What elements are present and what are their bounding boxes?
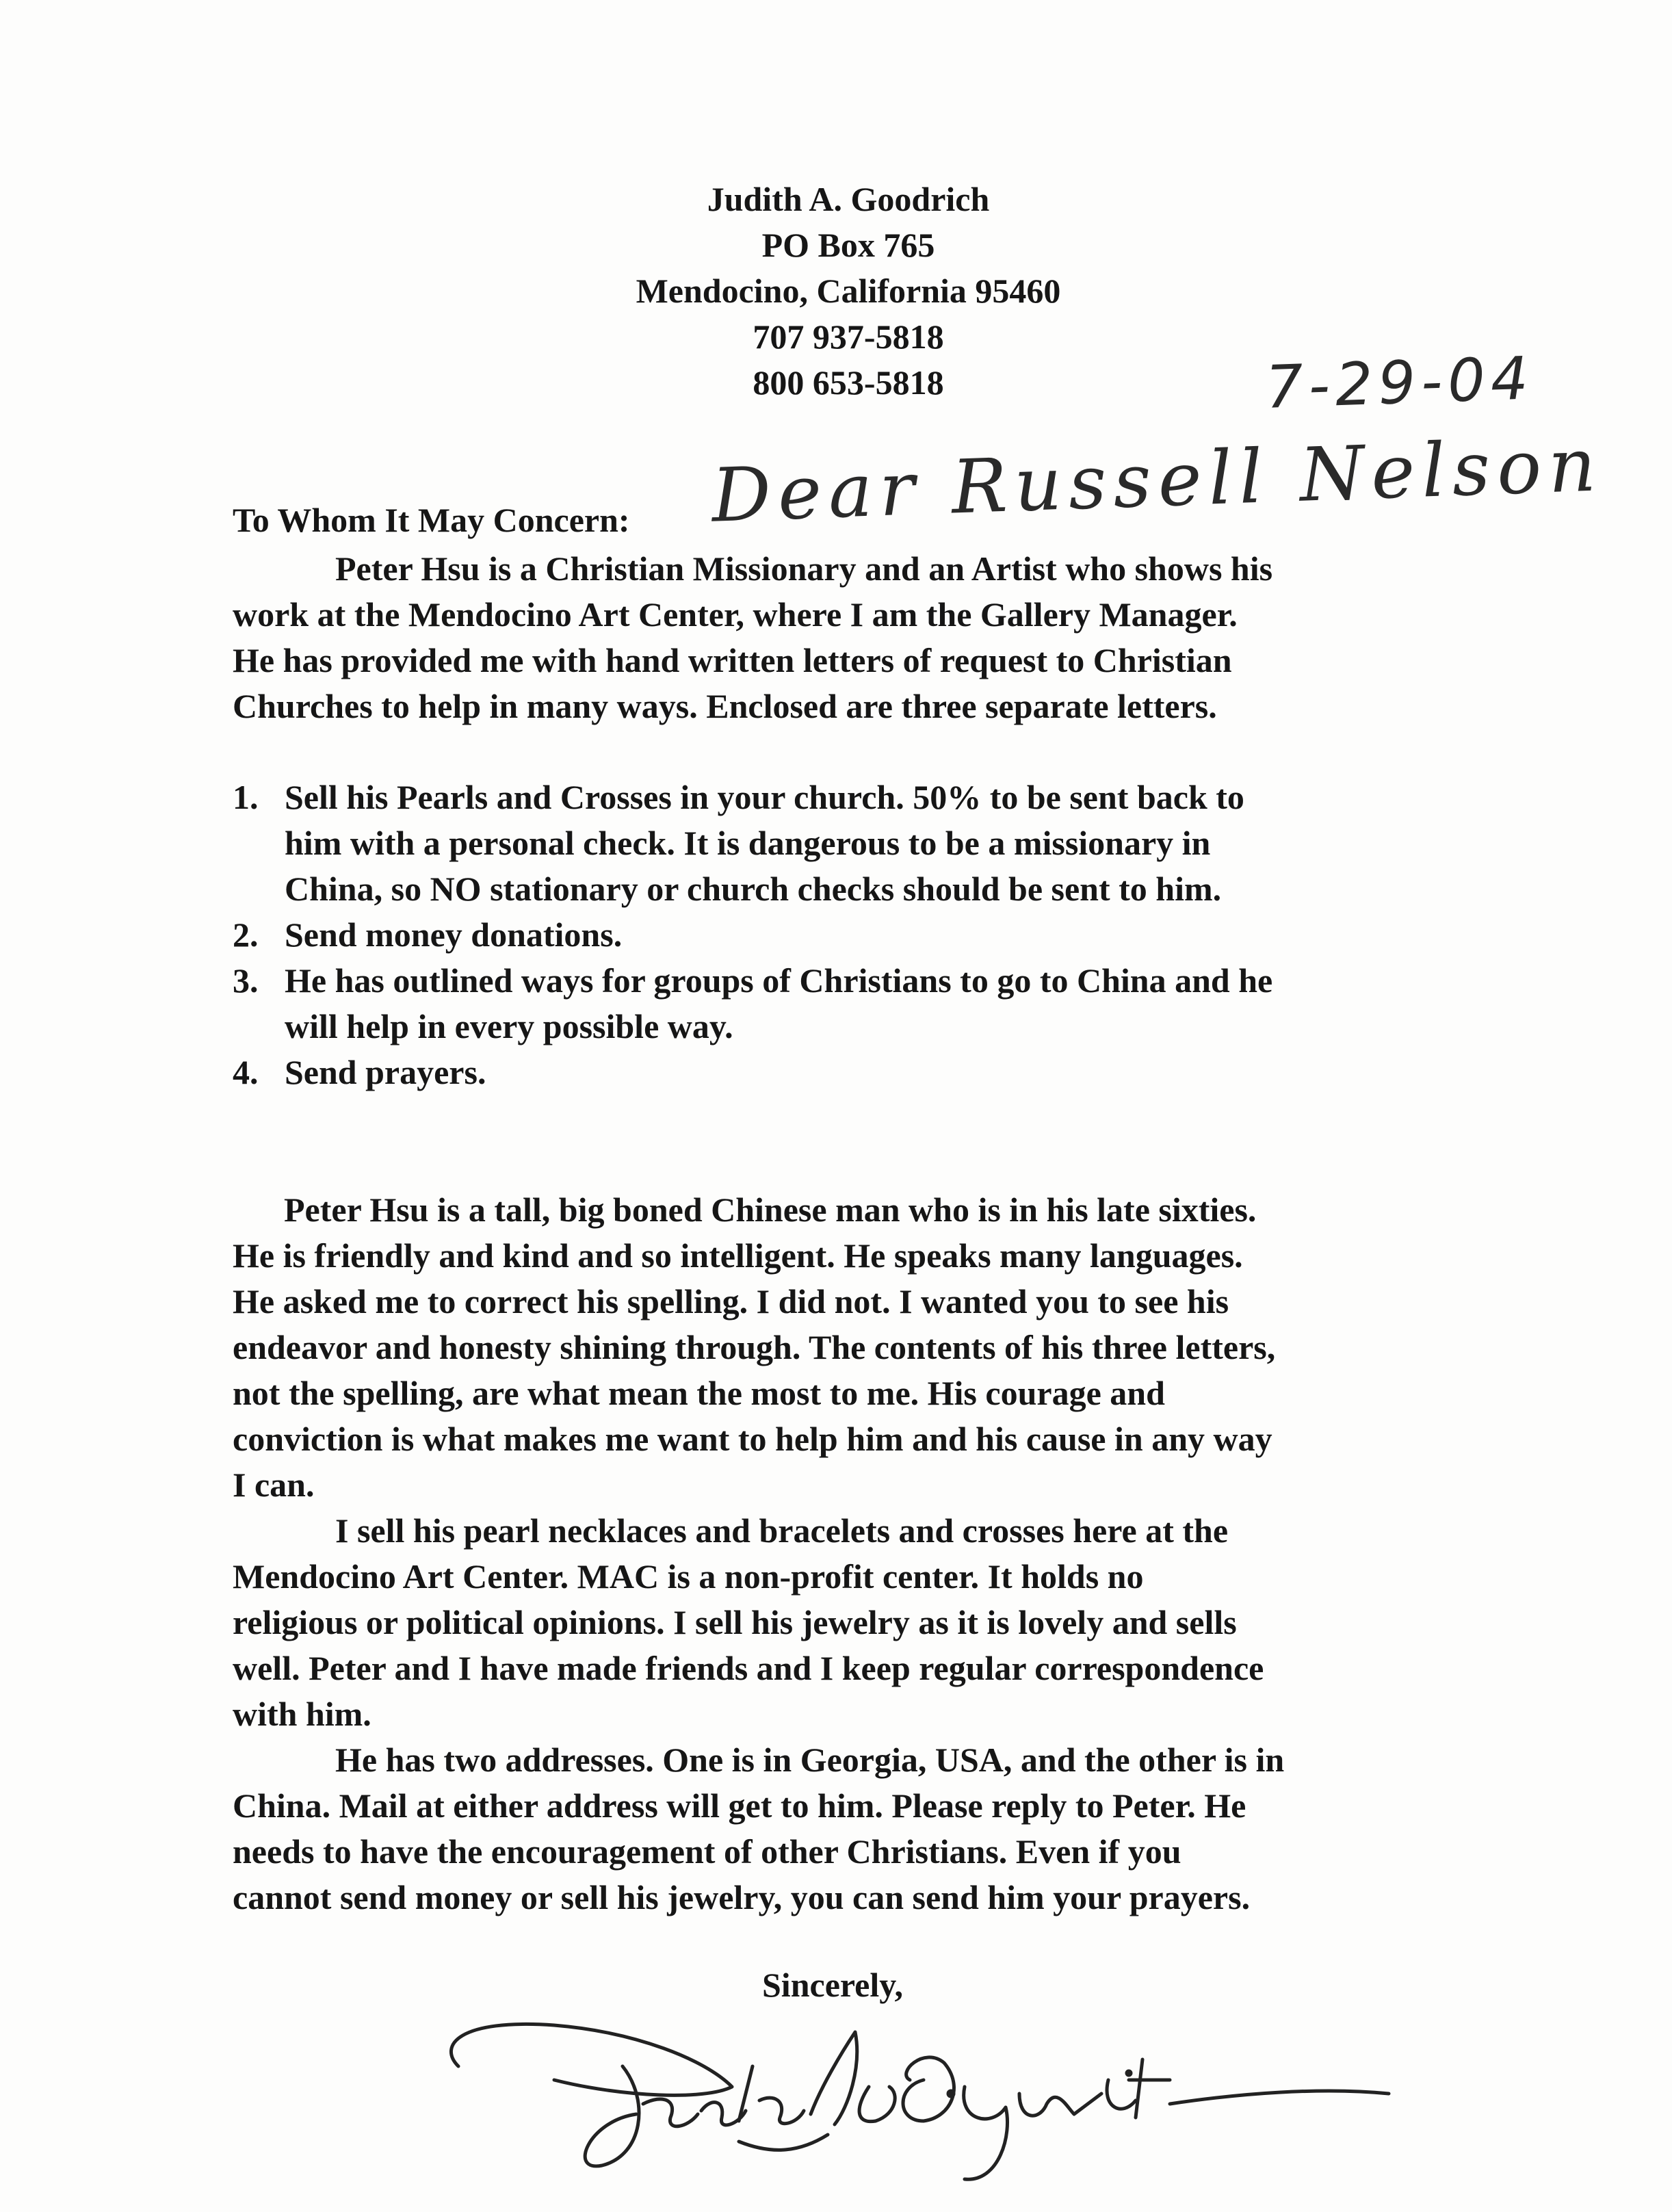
list-line: Send prayers.	[285, 1053, 486, 1091]
para-line: China. Mail at either address will get to him. Please reply to Peter. He	[233, 1786, 1246, 1825]
handwritten-salutation: Dear Russell Nelson	[710, 422, 1604, 539]
list-line: Send money donations.	[285, 915, 623, 954]
description-paragraph	[233, 1187, 1532, 1508]
sender-city: Mendocino, California 95460	[636, 272, 1061, 310]
list-item	[233, 775, 1272, 912]
list-line: him with a personal check. It is dangerous to be a missionary in	[285, 824, 1211, 862]
list-line: He has outlined ways for groups of Christians to go to China and he	[285, 961, 1273, 1000]
para-line: He is friendly and kind and so intelligent. He speaks many languages.	[233, 1236, 1243, 1275]
list-item	[233, 958, 1272, 1050]
request-list	[233, 775, 1272, 1095]
list-line: will help in every possible way.	[285, 1007, 733, 1045]
para-line: He has two addresses. One is in Georgia, USA, and the other is in	[335, 1741, 1285, 1779]
intro-line: Churches to help in many ways. Enclosed are three separate letters.	[233, 687, 1217, 725]
list-line: Sell his Pearls and Crosses in your church. 50% to be sent back to	[285, 778, 1244, 816]
para-line: conviction is what makes me want to help him and his cause in any way	[233, 1420, 1272, 1458]
para-line: with him.	[233, 1695, 371, 1733]
sender-name: Judith A. Goodrich	[707, 180, 990, 218]
sender-phone-2: 800 653-5818	[753, 363, 944, 402]
addresses-paragraph	[233, 1737, 1532, 1921]
para-line: not the spelling, are what mean the most to me. His courage and	[233, 1374, 1165, 1412]
sender-po-box: PO Box 765	[761, 226, 935, 264]
list-item	[233, 912, 1272, 958]
list-number: 3.	[233, 961, 259, 1000]
list-item	[233, 1050, 1272, 1095]
intro-paragraph	[233, 546, 1532, 729]
letterhead	[506, 177, 1190, 406]
para-line: cannot send money or sell his jewelry, you can send him your prayers.	[233, 1878, 1251, 1916]
para-line: needs to have the encouragement of other Christians. Even if you	[233, 1832, 1181, 1871]
intro-line: work at the Mendocino Art Center, where I am the Gallery Manager.	[233, 595, 1238, 634]
para-line: well. Peter and I have made friends and I keep regular correspondence	[233, 1649, 1264, 1687]
para-line: Peter Hsu is a tall, big boned Chinese man who is in his late sixties.	[284, 1190, 1257, 1229]
sender-phone-1: 707 937-5818	[753, 317, 944, 356]
para-line: religious or political opinions. I sell his jewelry as it is lovely and sells	[233, 1603, 1237, 1641]
para-line: endeavor and honesty shining through. The contents of his three letters,	[233, 1328, 1276, 1366]
list-number: 2.	[233, 915, 259, 954]
jewelry-paragraph	[233, 1508, 1532, 1737]
intro-line: Peter Hsu is a Christian Missionary and an Artist who shows his	[335, 549, 1273, 588]
list-line: China, so NO stationary or church checks should be sent to him.	[285, 870, 1222, 908]
handwritten-date: 7-29-04	[1264, 344, 1535, 422]
para-line: He asked me to correct his spelling. I did not. I wanted you to see his	[233, 1282, 1229, 1320]
para-line: Mendocino Art Center. MAC is a non-profit center. It holds no	[233, 1557, 1144, 1596]
signature	[417, 1984, 1402, 2189]
para-line: I sell his pearl necklaces and bracelets and crosses here at the	[335, 1511, 1229, 1550]
intro-line: He has provided me with hand written letters of request to Christian	[233, 641, 1232, 679]
closing: Sincerely,	[762, 1966, 904, 2004]
salutation: To Whom It May Concern:	[233, 501, 630, 539]
list-number: 4.	[233, 1053, 259, 1091]
list-number: 1.	[233, 778, 259, 816]
para-line: I can.	[233, 1466, 315, 1504]
